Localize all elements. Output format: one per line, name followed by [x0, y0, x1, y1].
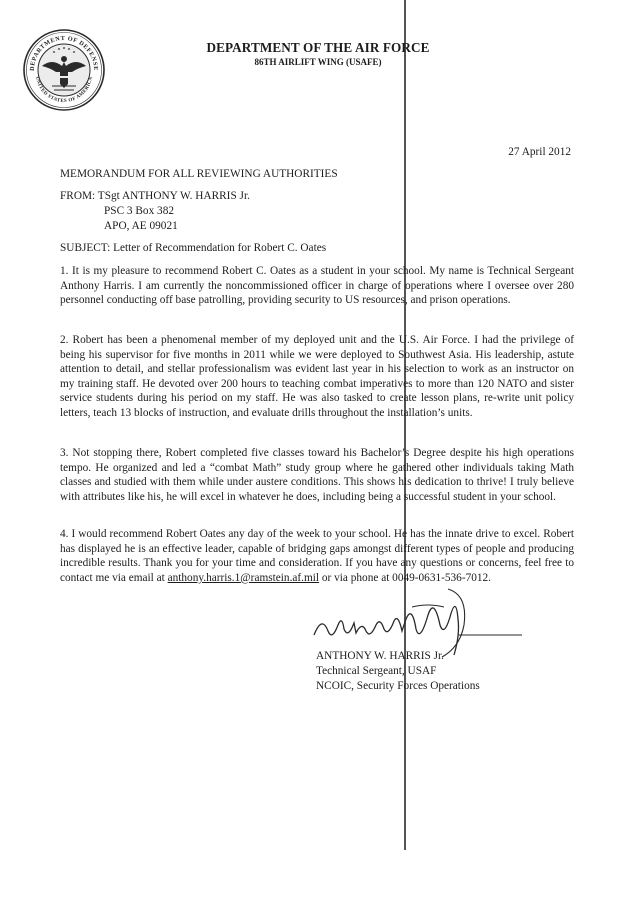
paragraph-4: [60, 527, 574, 585]
department-of-defense-seal: [22, 28, 106, 112]
paragraph-4-text-end: or via phone at 0049-0631-536-7012.: [319, 571, 492, 584]
paragraph-2: 2. Robert has been a phenomenal member of my deployed unit and the U.S. Air Force. I had the privilege of being his supervisor for five months in 2011 while we were deployed to Southwest Asia. His leadership, astute attention to detail, and stellar professionalism was evident last year in his selection to work as an instructor on my training staff. He devoted over 200 hours to teaching combat imperatives to more than 120 NATO and sister service students during his period on my staff. He was also tasked to create lesson plans, re-write unit policy letters, teach 13 blocks of instruction, and evaluate drills throughout the installation’s units.: [60, 334, 574, 419]
paragraph-1: 1. It is my pleasure to recommend Robert C. Oates as a student in your school. My name is Technical Sergeant Anthony Harris. I am currently the noncommissioned officer in charge of operations where I oversee over 280 personnel conducting off base patrolling, providing security to US resources, and prison operations.: [60, 265, 574, 307]
from-address-line-2: APO, AE 09021: [104, 220, 178, 232]
department-name: DEPARTMENT OF THE AIR FORCE: [206, 40, 430, 55]
signature-title: NCOIC, Security Forces Operations: [316, 680, 480, 692]
signature-name: ANTHONY W. HARRIS Jr.: [316, 650, 444, 662]
from-line: [60, 190, 250, 202]
memo-for-line: MEMORANDUM FOR ALL REVIEWING AUTHORITIES: [60, 168, 338, 180]
unit-name: 86TH AIRLIFT WING (USAFE): [254, 57, 382, 67]
memo-date: 27 April 2012: [508, 146, 571, 158]
scan-artifact-line: [404, 0, 406, 850]
paragraph-3: 3. Not stopping there, Robert completed five classes toward his Bachelor’s Degree despite his high operations tempo. He organized and led a “combat Math” study group where he gathered other individuals taking Math classes and studied with them while under austere conditions. This shows his dedication to thrive! I truly believe with attributes like his, he will excel in whatever he does, including being a successful student in your school.: [60, 447, 574, 503]
from-name: TSgt ANTHONY W. HARRIS Jr.: [97, 190, 250, 202]
from-label: FROM:: [60, 190, 96, 202]
subject-line: SUBJECT: Letter of Recommendation for Robert C. Oates: [60, 242, 327, 254]
email-link[interactable]: anthony.harris.1@ramstein.af.mil: [167, 571, 320, 584]
paragraph-4-text: 4. I would recommend Robert Oates any day of the week to your school. He has the innate drive to excel. Robert has displayed he is an effective leader, capable of bridging gaps amongst different types of people and producing incredible results. Thank you for your time and consideration. If you have any questions or concerns, feel free to contact me via email at: [60, 528, 574, 584]
seal-text-top: DEPARTMENT OF DEFENSE: [28, 34, 100, 72]
signature-rank: Technical Sergeant, USAF: [316, 665, 437, 677]
from-address-line-1: PSC 3 Box 382: [104, 205, 174, 217]
seal-text-bottom: UNITED STATES OF AMERICA: [34, 76, 94, 105]
